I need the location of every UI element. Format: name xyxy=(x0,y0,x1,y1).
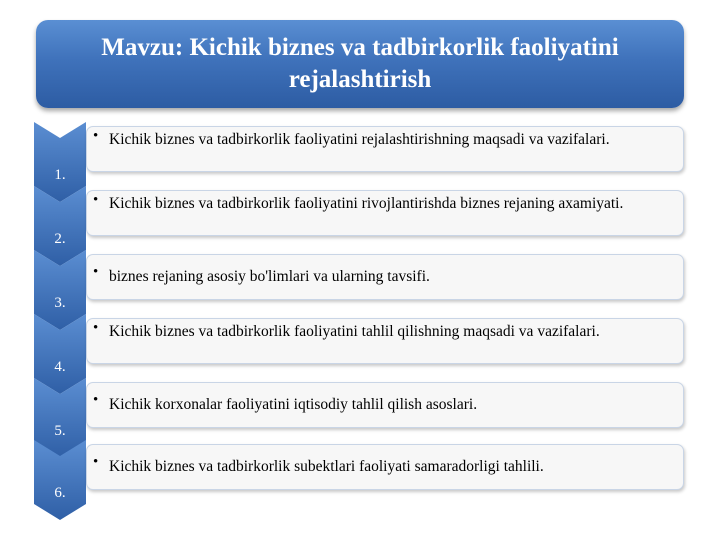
item-text: Kichik biznes va tadbirkorlik faoliyatini rejalashtirishning maqsadi va vazifalari. xyxy=(109,131,610,148)
item-text: Kichik korxonalar faoliyatini iqtisodiy tahlil qilish asoslari. xyxy=(109,396,478,413)
item-card xyxy=(86,254,684,300)
bullet: • xyxy=(93,192,99,208)
item-text: Kichik biznes va tadbirkorlik faoliyatini tahlil qilishning maqsadi va vazifalari. xyxy=(109,323,600,340)
bullet: • xyxy=(93,320,99,336)
item-text: Kichik biznes va tadbirkorlik subektlari faoliyati samaradorligi tahlili. xyxy=(109,458,544,475)
bullet: • xyxy=(93,128,99,144)
item-number: 5. xyxy=(54,423,66,439)
item-card xyxy=(86,126,684,172)
item-card xyxy=(86,444,684,490)
item-number: 1. xyxy=(54,167,66,183)
chevron-icon xyxy=(34,440,86,520)
item-text: biznes rejaning asosiy bo'limlari va ularning tavsifi. xyxy=(109,268,430,285)
item-card xyxy=(86,382,684,428)
slide-title xyxy=(36,20,684,108)
bullet: • xyxy=(93,264,99,280)
item-number: 2. xyxy=(54,231,66,247)
bullet: • xyxy=(93,454,99,470)
slide-title-text: Mavzu: Kichik biznes va tadbirkorlik faoliyatini rejalashtirish xyxy=(101,34,619,93)
list-item-6 xyxy=(34,440,686,520)
item-text: Kichik biznes va tadbirkorlik faoliyatini rivojlantirishda biznes rejaning axamiyati. xyxy=(109,195,624,212)
item-number: 4. xyxy=(54,359,66,375)
item-card xyxy=(86,190,684,236)
bullet: • xyxy=(93,392,99,408)
item-number: 3. xyxy=(54,295,66,311)
item-card xyxy=(86,318,684,364)
item-number: 6. xyxy=(54,485,66,501)
